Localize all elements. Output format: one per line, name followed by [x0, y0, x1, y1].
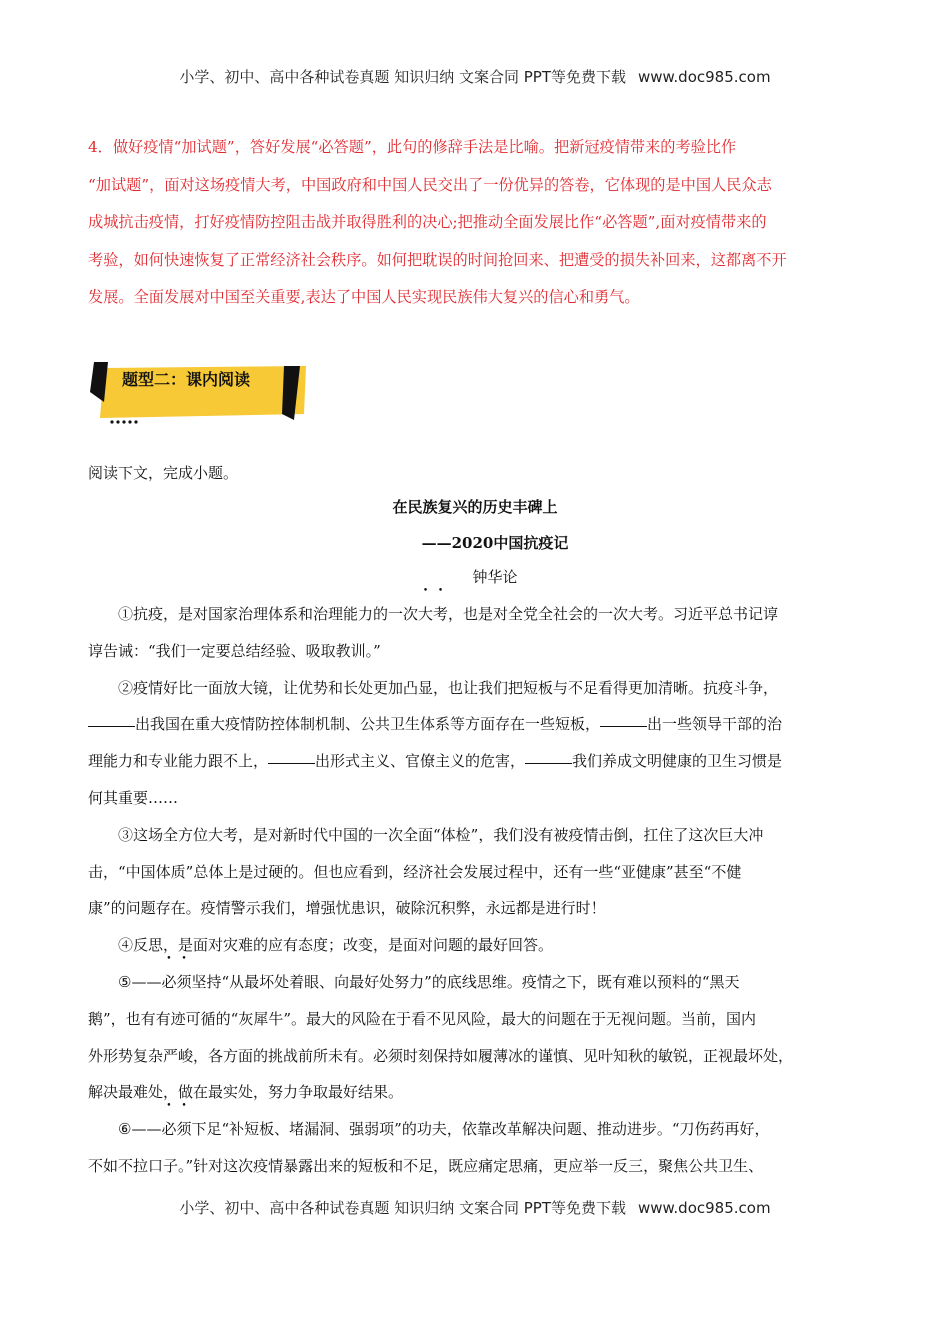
text-run: 下足“补短板、堵漏洞、强弱项”的功夫，依靠改革解决问题、推动进步。“刀伤药再好， — [191, 1120, 770, 1139]
answer-line: “加试题”，面对这场疫情大考，中国政府和中国人民交出了一份优异的答卷，它体现的是中国人民众志 — [88, 175, 772, 194]
paragraph-line: 谆告诫：“我们一定要总结经验、吸取教训。” — [88, 641, 381, 660]
article-subtitle: ——2020中国抗疫记 — [421, 534, 569, 552]
footer-text: 小学、初中、高中各种试卷真题 知识归纳 文案合同 PPT等免费下载 — [179, 1199, 626, 1217]
text-run: 出一些领导干部的治 — [647, 715, 783, 734]
article-author: 钟华论 — [472, 568, 518, 586]
header-text: 小学、初中、高中各种试卷真题 知识归纳 文案合同 PPT等免费下载 — [179, 68, 626, 86]
emphasis-char: 大 — [418, 605, 434, 623]
article-title: 在民族复兴的历史丰碑上 — [392, 498, 558, 516]
text-run: ⑥—— — [118, 1120, 162, 1139]
paragraph-1 — [88, 596, 866, 633]
fill-blank[interactable] — [88, 725, 135, 727]
text-run: 我们养成文明健康的卫生习惯是 — [572, 752, 783, 771]
paragraph-line: 康”的问题存在。疫情警示我们，增强忧患识，破除沉积弊，永远都是进行时！ — [88, 899, 606, 918]
paragraph-line: 何其重要…… — [88, 788, 179, 807]
answer-line: 4．做好疫情“加试题”，答好发展“必答题”，此句的修辞手法是比喻。把新冠疫情带来的考验比作 — [88, 138, 737, 156]
emphasis-char: 考 — [433, 605, 449, 623]
paragraph-line: 不如不拉口子。”针对这次疫情暴露出来的短板和不足，既应痛定思痛，更应举一反三，聚焦公共卫生、 — [88, 1156, 764, 1175]
reading-instruction: 阅读下文，完成小题。 — [88, 464, 239, 482]
paragraph-line — [88, 706, 866, 743]
text-run: 出形式主义、官僚主义的危害， — [315, 752, 526, 771]
article-body — [88, 596, 866, 1185]
page-footer — [0, 1197, 950, 1218]
paragraph-4: ④反思，是面对灾难的应有态度；改变，是面对问题的最好回答。 — [118, 936, 554, 955]
emphasis-char: 必 — [161, 1120, 177, 1139]
page-header — [0, 66, 950, 87]
answer-line: 考验，如何快速恢复了正常经济社会秩序。如何把耽误的时间抢回来、把遭受的损失补回来，这都离不开 — [88, 250, 787, 269]
paragraph-2: ②疫情好比一面放大镜，让优势和长处更加凸显，也让我们把短板与不足看得更加清晰。抗疫斗争， — [118, 678, 779, 697]
answer-line: 发展。全面发展对中国至关重要,表达了中国人民实现民族伟大复兴的信心和勇气。 — [88, 288, 640, 306]
paragraph-5 — [88, 964, 866, 1001]
answer-block — [88, 129, 868, 317]
emphasis-char: 须 — [176, 972, 192, 991]
text-run: ，也是对全党全社会的一次大考。习近平总书记谆 — [448, 605, 779, 623]
text-run: 坚持“从最坏处着眼、向最好处努力”的底线思维。疫情之下，既有难以预料的“黑天 — [191, 972, 740, 991]
answer-line: 成城抗击疫情，打好疫情防控阻击战并取得胜利的决心;把推动全面发展比作“必答题”,面对疫情带来的 — [88, 213, 767, 231]
fill-blank[interactable] — [268, 762, 315, 764]
paragraph-line: 外形势复杂严峻，各方面的挑战前所未有。必须时刻保持如履薄冰的谨慎、见叶知秋的敏锐，正视最坏处， — [88, 1046, 794, 1065]
fill-blank[interactable] — [525, 762, 572, 764]
footer-url[interactable]: www.doc985.com — [637, 1199, 771, 1217]
text-run: ⑤—— — [118, 972, 162, 991]
paragraph-6 — [88, 1111, 866, 1148]
fill-blank[interactable] — [600, 725, 647, 727]
text-run: 出我国在重大疫情防控体制机制、公共卫生体系等方面存在一些短板， — [135, 715, 601, 734]
text-run: ①抗疫，是对国家治理体系和治理能力的一次 — [118, 605, 419, 623]
emphasis-char: 必 — [161, 972, 177, 991]
header-url[interactable]: www.doc985.com — [637, 68, 771, 86]
paragraph-line: 击，“中国体质”总体上是过硬的。但也应看到，经济社会发展过程中，还有一些“亚健康”甚至“不健 — [88, 862, 742, 881]
section-label: 题型二：课内阅读 — [122, 370, 251, 389]
section-banner — [88, 362, 308, 422]
emphasis-char: 须 — [176, 1120, 192, 1139]
paragraph-3: ③这场全方位大考，是对新时代中国的一次全面“体检”，我们没有被疫情击倒，扛住了这次巨大冲 — [118, 825, 764, 844]
paragraph-line: 鹅”，也有有迹可循的“灰犀牛”。最大的风险在于看不见风险，最大的问题在于无视问题。当前，国内 — [88, 1009, 757, 1028]
paragraph-line — [88, 743, 866, 780]
text-run: 理能力和专业能力跟不上， — [88, 752, 269, 771]
paragraph-line: 解决最难处，做在最实处，努力争取最好结果。 — [88, 1083, 404, 1102]
